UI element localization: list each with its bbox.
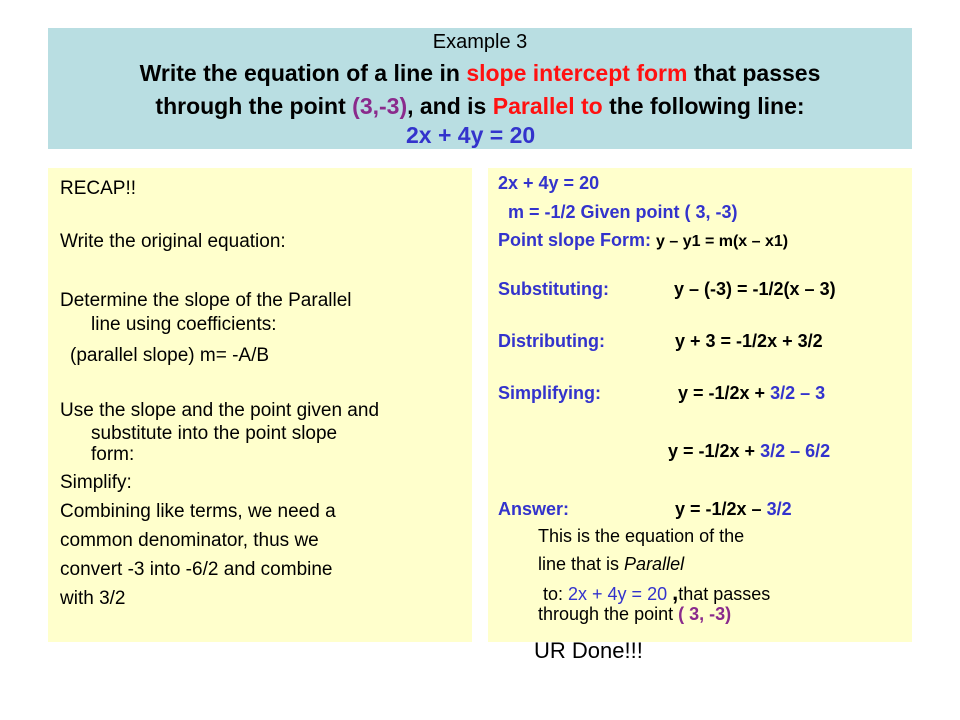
conclusion-line: [543, 580, 770, 606]
equation-part: 3/2: [766, 499, 792, 519]
recap-heading: RECAP!!: [60, 178, 137, 199]
title-line-2: [48, 60, 912, 87]
title-text: through the point: [155, 93, 353, 119]
simplifying-equation: [678, 383, 825, 404]
distributing-label: Distributing:: [498, 331, 605, 351]
conclusion-text: that passes: [678, 584, 771, 604]
recap-step: Use the slope and the point given and: [60, 400, 380, 421]
substituting-label: Substituting:: [498, 279, 609, 299]
title-highlight: Parallel to: [492, 93, 603, 119]
equation-part: y = -1/2x +: [668, 441, 761, 461]
solution-panel: [488, 168, 912, 663]
conclusion-text: ,: [672, 580, 679, 605]
recap-step: convert -3 into -6/2 and combine: [60, 559, 333, 580]
point-slope-line: [498, 230, 788, 251]
simplifying-equation-2: [668, 441, 830, 462]
equation-part: 3/2 – 3: [770, 383, 826, 403]
title-line-3: [48, 93, 912, 120]
recap-step: with 3/2: [60, 588, 126, 609]
recap-panel: [48, 168, 472, 642]
answer-label: Answer:: [498, 499, 570, 519]
recap-step: (parallel slope) m= -A/B: [70, 345, 270, 366]
conclusion-line: This is the equation of the: [538, 526, 745, 546]
conclusion-point: ( 3, -3): [678, 604, 732, 624]
recap-step: Determine the slope of the Parallel: [60, 290, 352, 311]
slope-and-point: m = -1/2 Given point ( 3, -3): [508, 202, 738, 222]
point-slope-formula: y – y1 = m(x – x1): [656, 233, 789, 250]
recap-step: form:: [91, 444, 135, 465]
title-banner: [48, 28, 912, 149]
title-text: Write the equation of a line in: [139, 60, 467, 86]
conclusion-equation: 2x + 4y = 20: [568, 584, 673, 604]
recap-step: Write the original equation:: [60, 231, 286, 252]
recap-step: Combining like terms, we need a: [60, 501, 336, 522]
recap-step: common denominator, thus we: [60, 530, 319, 551]
conclusion-line: [538, 604, 731, 625]
recap-step: line using coefficients:: [91, 314, 277, 335]
equation-part: y = -1/2x –: [675, 499, 767, 519]
example-label: Example 3: [432, 31, 528, 53]
title-point: (3,-3): [352, 93, 408, 119]
solution-equation: 2x + 4y = 20: [498, 173, 600, 193]
answer-equation: [675, 499, 792, 520]
title-text: that passes: [687, 60, 821, 86]
equation-part: y = -1/2x +: [678, 383, 771, 403]
conclusion-text: Parallel: [624, 554, 685, 574]
conclusion-line: [538, 554, 684, 575]
simplifying-label: Simplifying:: [498, 383, 601, 403]
conclusion-text: line that is: [538, 554, 625, 574]
point-slope-label: Point slope Form:: [498, 230, 657, 250]
conclusion-text: to:: [543, 584, 569, 604]
recap-step: substitute into the point slope: [91, 423, 338, 444]
title-highlight: slope intercept form: [466, 60, 688, 86]
recap-step: Simplify:: [60, 472, 132, 493]
given-equation: 2x + 4y = 20: [406, 122, 536, 148]
distributing-equation: y + 3 = -1/2x + 3/2: [675, 331, 823, 351]
equation-part: 3/2 – 6/2: [760, 441, 831, 461]
substituting-equation: y – (-3) = -1/2(x – 3): [674, 279, 836, 299]
title-text: the following line:: [602, 93, 805, 119]
done-text: UR Done!!!: [534, 638, 643, 663]
title-text: , and is: [407, 93, 493, 119]
conclusion-text: through the point: [538, 604, 679, 624]
